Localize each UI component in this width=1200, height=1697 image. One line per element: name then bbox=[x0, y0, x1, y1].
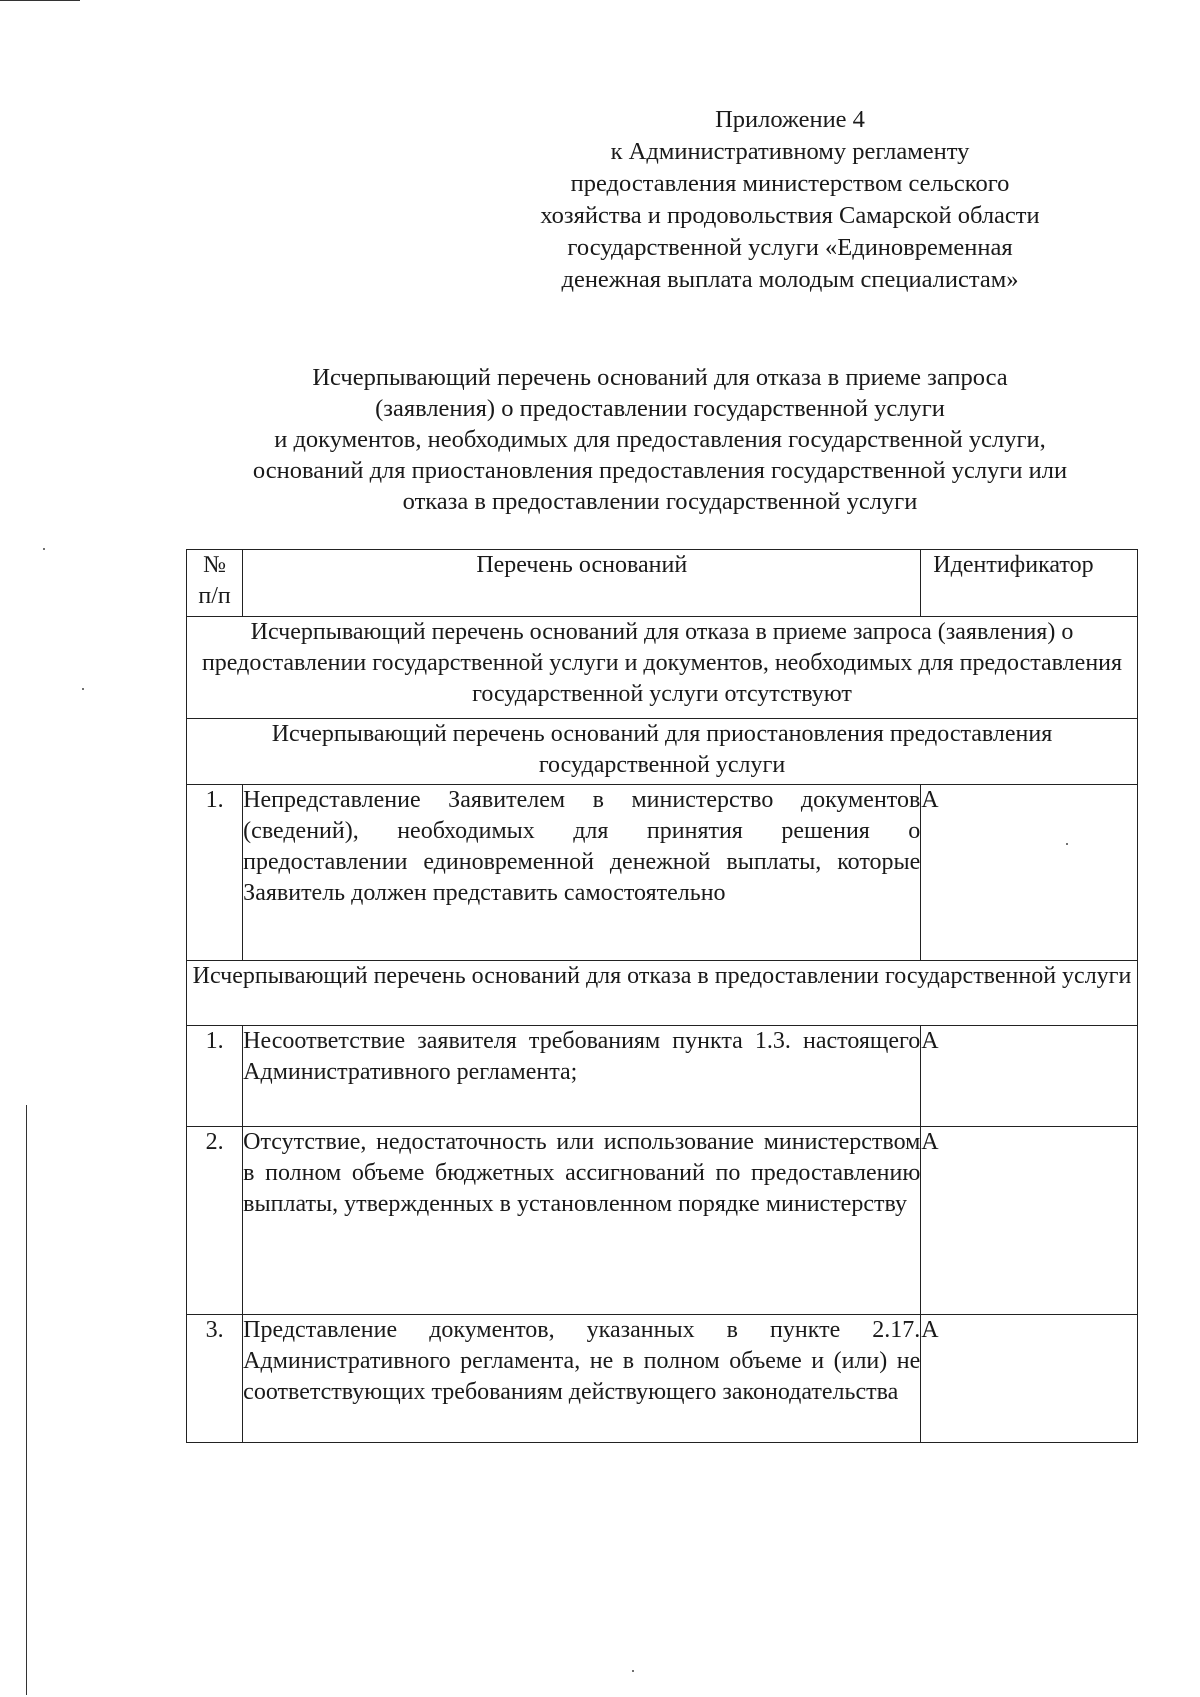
row-grounds-text: Представление документов, указанных в пункте 2.17. Административного регламента, не в полном объеме и (или) не соответствующих требованиям действующего законодательства bbox=[243, 1315, 921, 1443]
title-line: (заявления) о предоставлении государственной услуги bbox=[375, 395, 945, 422]
section-row-suspension bbox=[187, 719, 1138, 785]
table-row bbox=[187, 1315, 1138, 1443]
table-row bbox=[187, 1127, 1138, 1315]
appendix-line: к Административному регламенту bbox=[610, 138, 970, 165]
header-grounds-cell: Перечень оснований bbox=[243, 550, 921, 617]
appendix-line: денежная выплата молодым специалистам» bbox=[561, 266, 1019, 293]
row-number: 2. bbox=[187, 1127, 243, 1315]
scan-edge-top bbox=[0, 0, 80, 1]
row-grounds-text: Отсутствие, недостаточность или использование министерством в полном объеме бюджетных ассигнований по предоставлению выплаты, утвержденных в установленном порядке министерству bbox=[243, 1127, 921, 1315]
table-row bbox=[187, 1026, 1138, 1127]
appendix-line: государственной услуги «Единовременная bbox=[567, 234, 1013, 261]
section-suspension-text: Исчерпывающий перечень оснований для приостановления предоставления государственной услуги bbox=[187, 719, 1138, 785]
appendix-line: хозяйства и продовольствия Самарской области bbox=[540, 202, 1040, 229]
header-identifier-cell: Идентификатор bbox=[921, 550, 1138, 617]
title-line: оснований для приостановления предоставления государственной услуги или bbox=[252, 457, 1068, 484]
document-title bbox=[180, 362, 1140, 517]
row-grounds-text: Непредставление Заявителем в министерство документов (сведений), необходимых для принятия решения о предоставлении единовременной денежной выплаты, которые Заявитель должен представить самостоятельно bbox=[243, 785, 921, 961]
row-number: 1. bbox=[187, 785, 243, 961]
scan-speck bbox=[43, 548, 45, 550]
header-number-sign: № bbox=[203, 552, 227, 578]
table-row bbox=[187, 785, 1138, 961]
row-number: 3. bbox=[187, 1315, 243, 1443]
section-reception-text: Исчерпывающий перечень оснований для отказа в приеме запроса (заявления) о предоставлении государственной услуги и документов, необходимых для предоставления государственной услуги отсутствуют bbox=[187, 617, 1138, 719]
section-row-refusal bbox=[187, 961, 1138, 1026]
header-number-abbr: п/п bbox=[198, 583, 231, 609]
title-line: отказа в предоставлении государственной услуги bbox=[402, 488, 918, 515]
header-number-cell bbox=[187, 550, 243, 617]
row-grounds-text: Несоответствие заявителя требованиям пункта 1.3. настоящего Административного регламента; bbox=[243, 1026, 921, 1127]
scan-speck bbox=[632, 1670, 634, 1672]
title-line: и документов, необходимых для предоставления государственной услуги, bbox=[274, 426, 1046, 453]
section-row-reception bbox=[187, 617, 1138, 719]
title-line: Исчерпывающий перечень оснований для отказа в приеме запроса bbox=[312, 364, 1008, 391]
section-refusal-text: Исчерпывающий перечень оснований для отказа в предоставлении государственной услуги bbox=[187, 961, 1138, 1026]
appendix-line: Приложение 4 bbox=[715, 106, 865, 133]
appendix-header bbox=[470, 104, 1110, 296]
appendix-line: предоставления министерством сельского bbox=[570, 170, 1010, 197]
scan-edge-left bbox=[26, 1105, 27, 1695]
row-identifier: А bbox=[921, 1026, 1138, 1127]
row-identifier: А bbox=[921, 1127, 1138, 1315]
table-header-row bbox=[187, 550, 1138, 617]
grounds-table bbox=[186, 549, 1138, 1443]
row-identifier: А bbox=[921, 1315, 1138, 1443]
scan-speck bbox=[82, 688, 84, 690]
row-identifier: А bbox=[921, 785, 1138, 961]
row-number: 1. bbox=[187, 1026, 243, 1127]
